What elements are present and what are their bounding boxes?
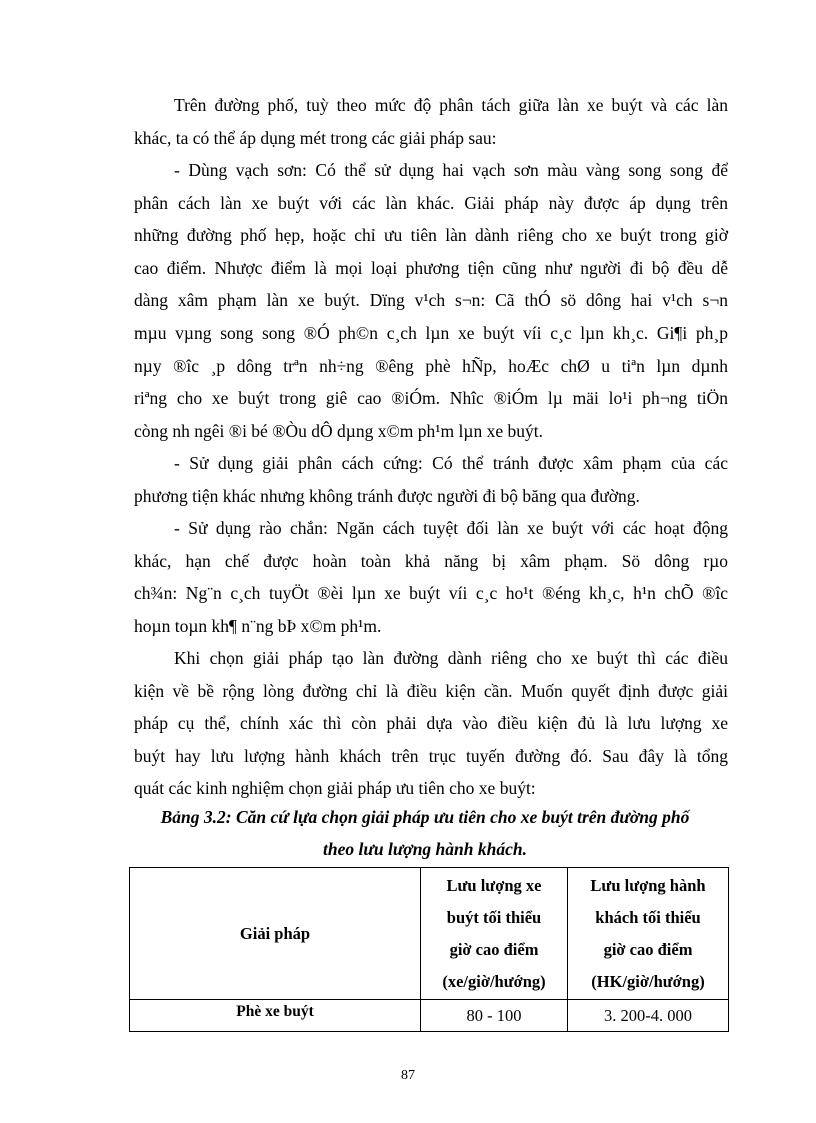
text-line: dàng xâm phạm làn xe buýt. Dïng v¹ch s¬n: Cã thÓ sö dông hai v¹ch s¬n bbox=[134, 290, 728, 311]
page-number: 87 bbox=[401, 1068, 415, 1083]
text-line: khác, ta có thể áp dụng mét trong các giải pháp sau: bbox=[134, 127, 497, 148]
text-line: phương tiện khác nhưng không tránh được người đi bộ băng qua đường. bbox=[134, 485, 640, 506]
header-line: Giải pháp bbox=[239, 923, 311, 943]
text-line: quát các kinh nghiệm chọn giải pháp ưu tiên cho xe buýt: bbox=[134, 778, 536, 799]
header-line: buýt tối thiểu bbox=[446, 907, 542, 927]
text-line: buýt hay lưu lượng hành khách trên trục tuyến đường đó. Sau đây là tổng bbox=[134, 745, 728, 766]
paragraph-intro bbox=[134, 89, 728, 154]
header-cell-passenger-volume bbox=[568, 868, 729, 1000]
header-line: giờ cao điểm bbox=[449, 939, 539, 959]
paragraph-barrier bbox=[134, 512, 728, 642]
text-line: ch¾n: Ng¨n c¸ch tuyÖt ®èi lµn xe buýt víi c¸c ho¹t ®éng kh¸c, h¹n chÕ ®îc bbox=[134, 583, 728, 604]
header-line: (HK/giờ/hướng) bbox=[591, 971, 705, 991]
text-line: những đường phố hẹp, hoặc chỉ ưu tiên làn dành riêng cho xe buýt trong giờ bbox=[134, 225, 728, 246]
text-line: khác, hạn chế được hoàn toàn khả năng bị xâm phạm. Sö dông rµo bbox=[134, 550, 728, 571]
text-line: Khi chọn giải pháp tạo làn đường dành riêng cho xe buýt thì các điều bbox=[174, 648, 728, 668]
header-line: Lưu lượng xe bbox=[446, 875, 542, 895]
header-line: khách tối thiểu bbox=[595, 907, 701, 927]
text-line: - Sử dụng rào chắn: Ngăn cách tuyệt đối làn xe buýt với các hoạt động bbox=[174, 518, 728, 538]
text-line: cao điểm. Nhược điểm là mọi loại phương tiện cũng như người đi bộ đều dễ bbox=[134, 257, 728, 278]
text-line: phân cách làn xe buýt với các làn khác. Giải pháp này được áp dụng trên bbox=[134, 192, 728, 213]
table-caption-line-2: theo lưu lượng hành khách. bbox=[323, 839, 527, 859]
header-line: giờ cao điểm bbox=[603, 939, 693, 959]
header-line: Lưu lượng hành bbox=[590, 875, 706, 895]
text-line: - Sử dụng giải phân cách cứng: Có thể tránh được xâm phạm của các bbox=[174, 453, 728, 473]
text-line: pháp cụ thể, chính xác thì còn phải dựa vào điều kiện đủ là lưu lượng xe bbox=[134, 713, 728, 734]
text-line: riªng cho xe buýt trong giê cao ®iÓm. Nhîc ®iÓm lµ mäi lo¹i ph¬ng tiÖn bbox=[134, 388, 728, 409]
table-row bbox=[130, 1000, 729, 1032]
header-cell-bus-volume bbox=[421, 868, 568, 1000]
text-line: Trên đường phố, tuỳ theo mức độ phân tách giữa làn xe buýt và các làn bbox=[174, 95, 728, 115]
table-cell-passenger-volume: 3. 200-4. 000 bbox=[568, 1000, 729, 1032]
paragraph-selection bbox=[134, 642, 728, 805]
table-caption-line-1: Bảng 3.2: Căn cứ lựa chọn giải pháp ưu tiên cho xe buýt trên đường phố bbox=[160, 807, 690, 827]
paragraph-hard-divider bbox=[134, 447, 728, 512]
header-cell-solution bbox=[130, 868, 421, 1000]
text-line: - Dùng vạch sơn: Có thể sử dụng hai vạch sơn màu vàng song song để bbox=[174, 160, 728, 180]
text-line: mµu vµng song song ®Ó ph©n c¸ch lµn xe buýt víi c¸c lµn kh¸c. Gi¶i ph¸p bbox=[134, 322, 728, 343]
priority-criteria-table bbox=[129, 867, 729, 1032]
header-line: (xe/giờ/hướng) bbox=[442, 971, 546, 991]
paragraph-road-marking bbox=[134, 154, 728, 447]
table-cell-solution: Phè xe buýt bbox=[130, 1000, 421, 1032]
text-line: kiện về bề rộng lòng đường chỉ là điều kiện cần. Muốn quyết định được giải bbox=[134, 680, 728, 701]
text-line: nµy ®îc ¸p dông trªn nh÷ng ®êng phè hÑp, hoÆc chØ u tiªn lµn dµnh bbox=[134, 355, 728, 376]
table-cell-bus-volume: 80 - 100 bbox=[421, 1000, 568, 1032]
text-line: hoµn toµn kh¶ n¨ng bÞ x©m ph¹m. bbox=[134, 615, 382, 636]
text-line: còng nh ngêi ®i bé ®Òu dÔ dµng x©m ph¹m lµn xe buýt. bbox=[134, 420, 543, 441]
table-header-row bbox=[130, 868, 729, 1000]
